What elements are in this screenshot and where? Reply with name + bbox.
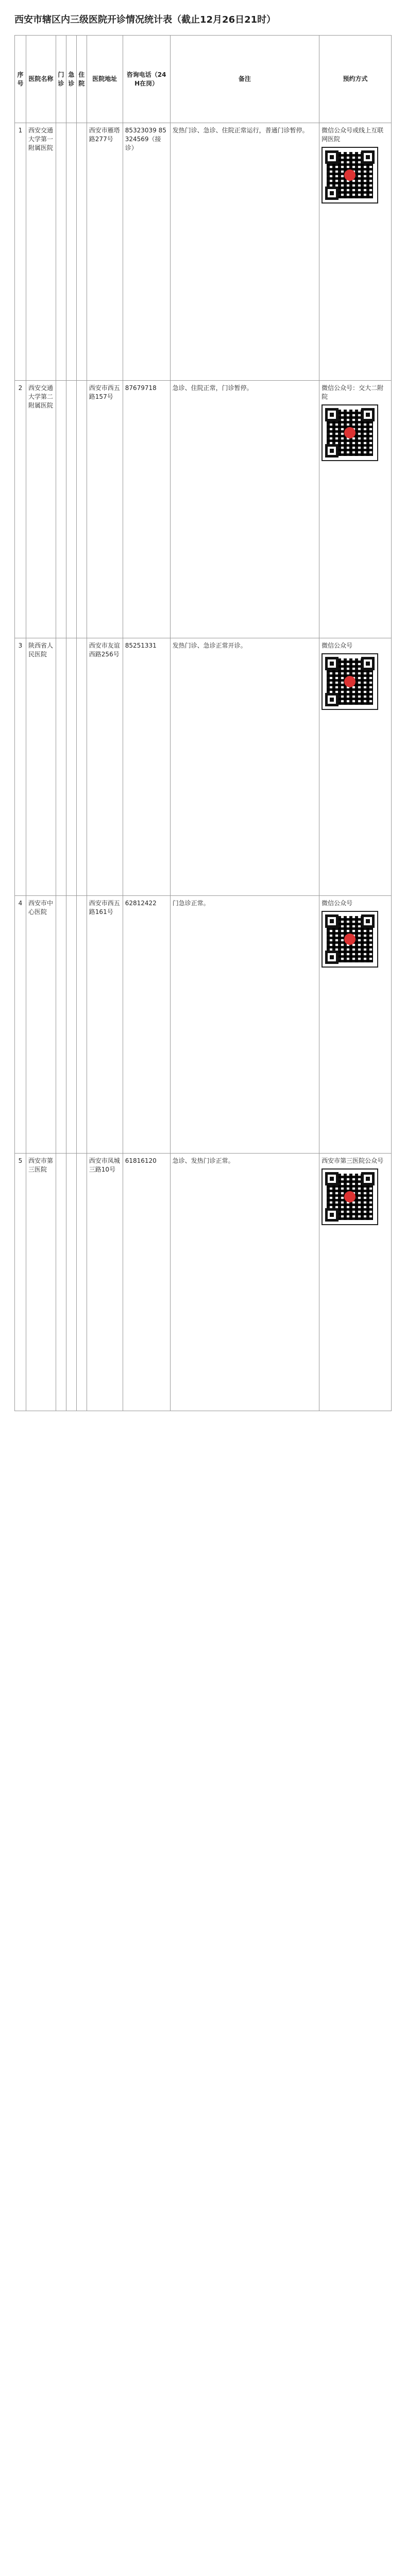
cell-phone: 87679718 (123, 381, 171, 638)
cell-no: 5 (15, 1154, 26, 1411)
header-note: 备注 (171, 36, 320, 123)
hospital-table (14, 35, 392, 1411)
qr-code-icon (322, 147, 378, 204)
cell-col5 (77, 896, 87, 1153)
cell-note: 发热门诊、急诊、住院正常运行，普通门诊暂停。 (171, 123, 320, 380)
table-row (15, 896, 392, 1154)
table-row (15, 123, 392, 381)
header-col3: 门诊 (56, 36, 66, 123)
cell-no: 2 (15, 381, 26, 638)
cell-phone: 61816120 (123, 1154, 171, 1411)
header-col5: 住院 (77, 36, 87, 123)
cell-note: 门急诊正常。 (171, 896, 320, 1153)
header-no: 序号 (15, 36, 26, 123)
header-col4: 急诊 (66, 36, 77, 123)
qr-code-icon (322, 1168, 378, 1225)
cell-col4 (66, 123, 77, 380)
cell-no: 3 (15, 638, 26, 895)
reserve-text: 西安市第三医院公众号 (322, 1157, 384, 1164)
cell-hospital: 陕西省人民医院 (26, 638, 56, 895)
header-hospital: 医院名称 (26, 36, 56, 123)
cell-col3 (56, 896, 66, 1153)
page-title: 西安市辖区内三级医院开诊情况统计表（截止12月26日21时） (14, 14, 276, 25)
header-phone: 咨询电话（24H在岗） (123, 36, 171, 123)
qr-code-icon (322, 653, 378, 710)
table-row (15, 1154, 392, 1411)
reserve-text: 微信公众号或线上互联网医院 (322, 127, 384, 143)
cell-col3 (56, 638, 66, 895)
cell-note: 发热门诊、急诊正常开诊。 (171, 638, 320, 895)
cell-phone: 85323039 85324569（接诊） (123, 123, 171, 380)
reserve-text: 微信公众号 (322, 900, 353, 907)
cell-hospital: 西安市中心医院 (26, 896, 56, 1153)
cell-address: 西安市雁塔路277号 (87, 123, 123, 380)
cell-no: 4 (15, 896, 26, 1153)
cell-address: 西安市西五路161号 (87, 896, 123, 1153)
cell-reserve (319, 896, 392, 1153)
table-body (15, 123, 392, 1411)
cell-address: 西安市友谊西路256号 (87, 638, 123, 895)
cell-address: 西安市凤城三路10号 (87, 1154, 123, 1411)
cell-reserve (319, 1154, 392, 1411)
cell-col4 (66, 1154, 77, 1411)
cell-col4 (66, 381, 77, 638)
cell-reserve (319, 123, 392, 380)
reserve-text: 微信公众号 (322, 642, 353, 649)
cell-note: 急诊、发热门诊正常。 (171, 1154, 320, 1411)
cell-hospital: 西安交通大学第一附属医院 (26, 123, 56, 380)
cell-col3 (56, 381, 66, 638)
table-header-row (15, 36, 392, 123)
cell-note: 急诊、住院正常，门诊暂停。 (171, 381, 320, 638)
qr-code-icon (322, 911, 378, 968)
cell-reserve (319, 381, 392, 638)
cell-col4 (66, 638, 77, 895)
cell-phone: 62812422 (123, 896, 171, 1153)
cell-hospital: 西安市第三医院 (26, 1154, 56, 1411)
cell-phone: 85251331 (123, 638, 171, 895)
table-row (15, 638, 392, 896)
header-address: 医院地址 (87, 36, 123, 123)
cell-address: 西安市西五路157号 (87, 381, 123, 638)
cell-col3 (56, 1154, 66, 1411)
table-row (15, 381, 392, 638)
cell-no: 1 (15, 123, 26, 380)
reserve-text: 微信公众号：交大二附院 (322, 384, 384, 400)
cell-col5 (77, 123, 87, 380)
cell-hospital: 西安交通大学第二附属医院 (26, 381, 56, 638)
cell-col4 (66, 896, 77, 1153)
cell-col5 (77, 381, 87, 638)
header-reserve: 预约方式 (319, 36, 392, 123)
cell-reserve (319, 638, 392, 895)
qr-code-icon (322, 404, 378, 461)
cell-col5 (77, 638, 87, 895)
cell-col3 (56, 123, 66, 380)
cell-col5 (77, 1154, 87, 1411)
